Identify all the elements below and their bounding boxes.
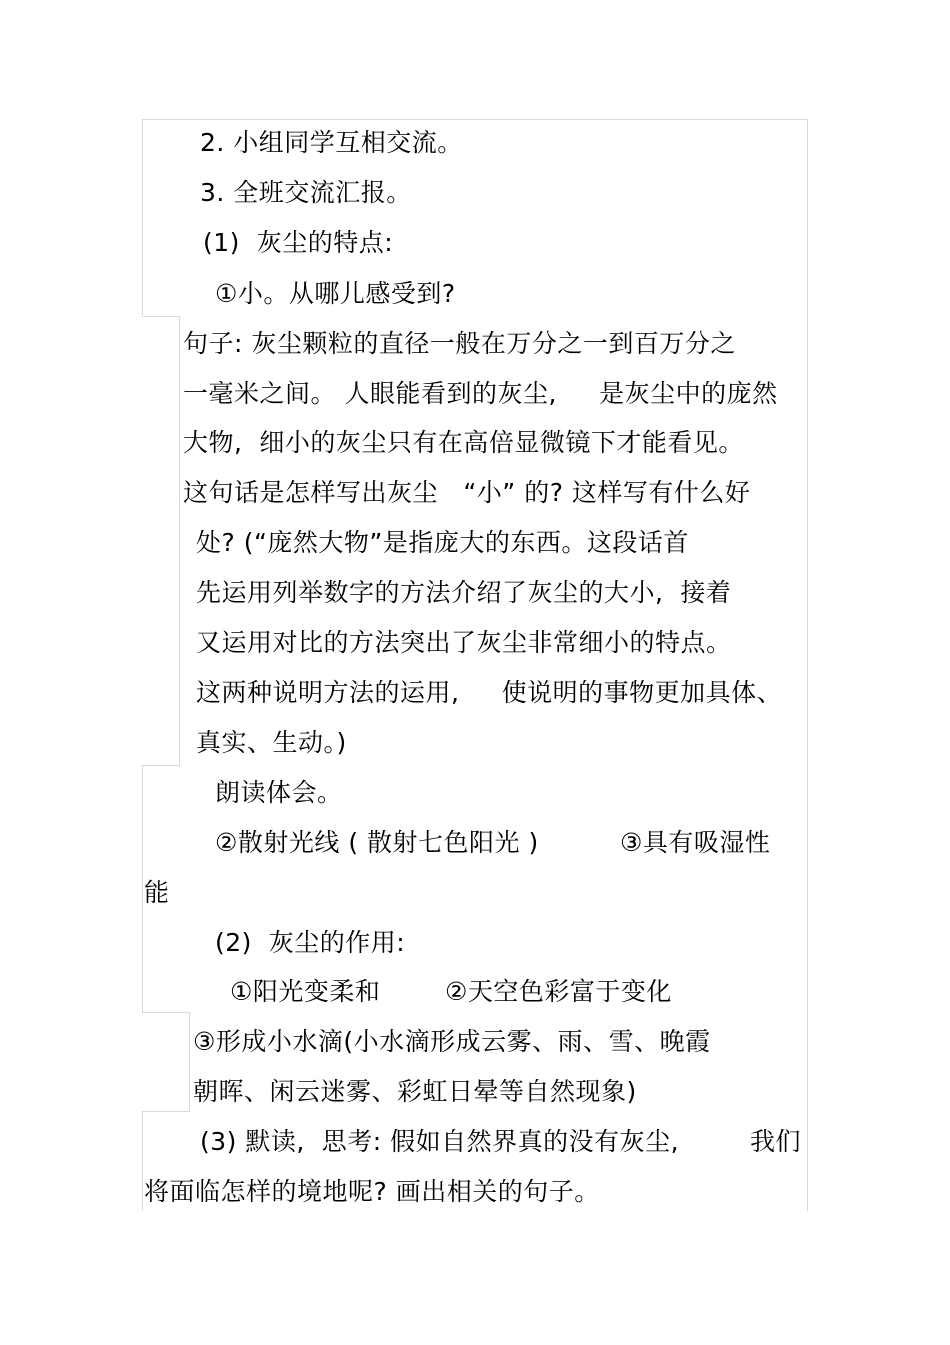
- sentence-line-4: 这句话是怎样写出灰尘 “小” 的? 这样写有什么好: [183, 478, 751, 507]
- sentence-line-1: 句子: 灰尘颗粒的直径一般在万分之一到百万分之: [183, 329, 736, 358]
- table-left-border-upper: [142, 119, 143, 315]
- table-cell-divider-2-top: [142, 1012, 190, 1013]
- sentence-line-3: 大物, 细小的灰尘只有在高倍显微镜下才能看见。: [183, 428, 744, 457]
- function-2: ②天空色彩富于变化: [445, 977, 672, 1006]
- feature-2-scatter: ②散射光线 ( 散射七色阳光 ): [215, 828, 539, 857]
- read-aloud-text: 朗读体会。: [215, 778, 343, 807]
- table-left-border-middle: [142, 766, 143, 1012]
- table-left-border-lower: [142, 1112, 143, 1211]
- function-1: ①阳光变柔和: [230, 977, 381, 1006]
- table-cell-divider-2-bottom: [142, 1111, 190, 1112]
- feature-3-wrap: 能: [144, 878, 170, 907]
- sentence-line-5: 处? (“庞然大物”是指庞大的东西。这段话首: [196, 528, 689, 557]
- feature-3-moisture: ③具有吸湿性: [620, 828, 771, 857]
- sentence-line-6: 先运用列举数字的方法介绍了灰尘的大小, 接着: [196, 578, 732, 607]
- heading-dust-features: (1) 灰尘的特点:: [203, 228, 394, 257]
- table-right-border: [807, 119, 808, 1211]
- sentence-line-2: 一毫米之间。 人眼能看到的灰尘, 是灰尘中的庞然: [183, 379, 778, 408]
- table-top-border: [142, 119, 808, 120]
- table-cell-divider-1: [179, 316, 180, 766]
- question-3-line-2: 将面临怎样的境地呢? 画出相关的句子。: [144, 1177, 600, 1206]
- step-3-text: 3. 全班交流汇报。: [200, 178, 412, 207]
- function-3-line-2: 朝晖、闲云迷雾、彩虹日晕等自然现象): [193, 1077, 637, 1106]
- sentence-line-9: 真实、生动。): [196, 728, 347, 757]
- heading-dust-functions: (2) 灰尘的作用:: [215, 928, 406, 957]
- table-cell-divider-1-bottom: [142, 765, 180, 766]
- sentence-line-7: 又运用对比的方法突出了灰尘非常细小的特点。: [196, 628, 732, 657]
- sentence-line-8: 这两种说明方法的运用, 使说明的事物更加具体、: [196, 678, 783, 707]
- function-3-line-1: ③形成小水滴(小水滴形成云雾、雨、雪、晚霞: [193, 1027, 711, 1056]
- table-cell-divider-1-top: [142, 316, 180, 317]
- table-cell-divider-2: [189, 1012, 190, 1112]
- feature-1-small: ①小。从哪儿感受到?: [215, 279, 456, 308]
- question-3-line-1: (3) 默读, 思考: 假如自然界真的没有灰尘,: [200, 1127, 680, 1156]
- step-2-text: 2. 小组同学互相交流。: [200, 128, 463, 157]
- question-3-line-1-end: 我们: [750, 1127, 802, 1156]
